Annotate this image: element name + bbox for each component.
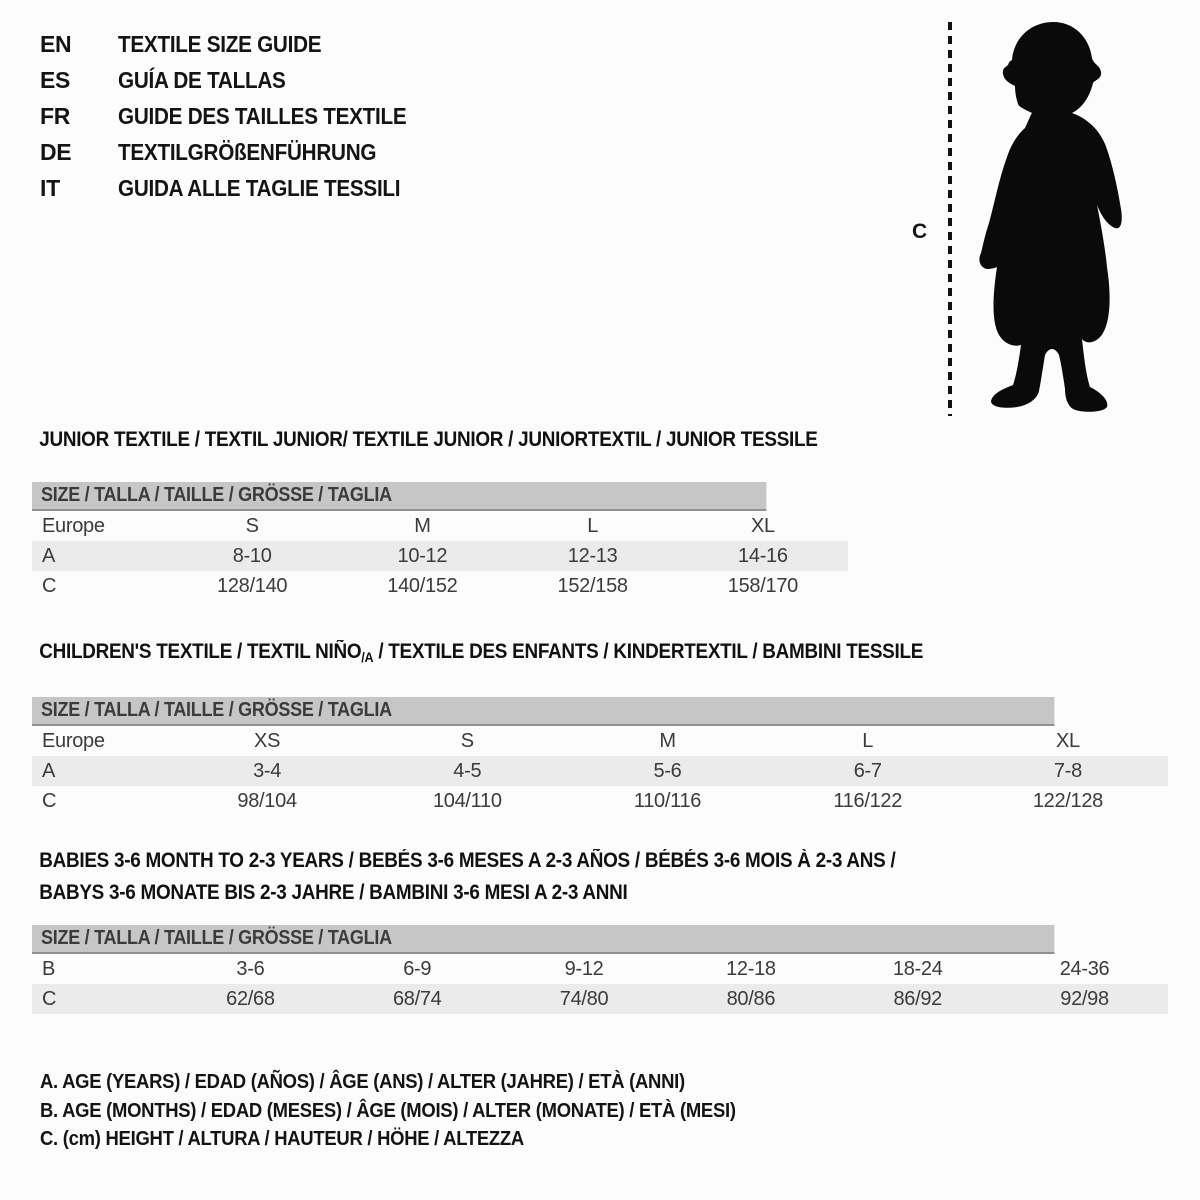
table-cell: 18-24 (892, 957, 943, 980)
table-cell: M (414, 514, 431, 537)
table-cell: 4-5 (453, 759, 482, 782)
table-cell: 116/122 (833, 789, 903, 812)
language-code: IT (40, 174, 60, 201)
table-cell: 158/170 (727, 574, 798, 597)
language-row (40, 26, 439, 62)
size-header-band: SIZE / TALLA / TAILLE / GRÖSSE / TAGLIA (32, 482, 766, 511)
table-cell: 86/92 (893, 987, 942, 1010)
table-cell: XS (254, 729, 281, 752)
table-cell: L (862, 729, 874, 752)
size-table-junior (32, 511, 848, 601)
row-label: C (42, 987, 57, 1010)
size-table-babies (32, 954, 1168, 1014)
table-cell: 122/128 (1032, 789, 1104, 812)
measure-c-label: C (912, 220, 928, 243)
guide-title: GUIDA ALLE TAGLIE TESSILI (118, 174, 401, 201)
table-cell: 6-9 (403, 957, 432, 980)
section-title-part: / TEXTILE DES ENFANTS / KINDERTEXTIL / BAMBINI TESSILE (373, 640, 924, 663)
guide-title: TEXTILE SIZE GUIDE (118, 30, 322, 57)
legend-line-c: C. (cm) HEIGHT / ALTURA / HAUTEUR / HÖHE / ALTEZZA (40, 1127, 524, 1150)
table-cell: 74/80 (559, 987, 609, 1010)
language-title-list (40, 26, 439, 206)
table-row (32, 954, 1168, 984)
section-babies-textile (32, 845, 1168, 1014)
language-row (40, 134, 439, 170)
table-cell: M (659, 729, 676, 752)
legend (40, 1068, 813, 1154)
table-cell: 80/86 (726, 987, 776, 1010)
table-cell: 110/116 (633, 789, 702, 812)
table-cell: XL (1055, 729, 1080, 752)
section-children-textile (32, 640, 1168, 816)
height-measure-figure (912, 12, 1143, 424)
table-cell: 6-7 (853, 759, 882, 782)
guide-title: GUÍA DE TALLAS (118, 66, 286, 93)
table-cell: 14-16 (738, 544, 788, 567)
section-title-subscript: /A (361, 649, 374, 665)
language-row (40, 98, 439, 134)
table-cell: 3-6 (236, 957, 265, 980)
table-cell: S (460, 729, 474, 752)
row-label: Europe (42, 514, 105, 537)
table-row (32, 511, 848, 541)
table-cell: 152/158 (557, 574, 628, 597)
table-cell: 3-4 (253, 759, 282, 782)
table-cell: 62/68 (226, 987, 275, 1010)
size-table-children (32, 726, 1168, 816)
language-row (40, 62, 439, 98)
table-row (32, 541, 848, 571)
size-header-band: SIZE / TALLA / TAILLE / GRÖSSE / TAGLIA (32, 925, 1054, 954)
table-row (32, 786, 1168, 816)
table-cell: 128/140 (217, 574, 288, 597)
language-code: EN (40, 30, 72, 57)
table-cell: 104/110 (432, 789, 502, 812)
table-row (32, 984, 1168, 1014)
section-title-line1: BABIES 3-6 MONTH TO 2-3 YEARS / BEBÉS 3-6 MESES A 2-3 AÑOS / BÉBÉS 3-6 MOIS À 2-3 ANS / (39, 849, 896, 872)
row-label: Europe (42, 729, 105, 752)
row-label: C (42, 574, 57, 597)
section-title (32, 640, 1054, 669)
section-title-line2: BABYS 3-6 MONATE BIS 2-3 JAHRE / BAMBINI 3-6 MESI A 2-3 ANNI (39, 881, 628, 904)
row-label: A (42, 759, 56, 782)
table-row (32, 726, 1168, 756)
table-cell: 98/104 (237, 789, 297, 812)
language-row (40, 170, 439, 206)
table-cell: 10-12 (397, 544, 448, 567)
table-cell: XL (750, 514, 775, 537)
table-row (32, 756, 1168, 786)
table-cell: S (245, 514, 259, 537)
section-title-part: CHILDREN'S TEXTILE / TEXTIL NIÑO (39, 640, 362, 663)
row-label: C (42, 789, 57, 812)
table-cell: 68/74 (392, 987, 442, 1010)
table-cell: 24-36 (1059, 957, 1110, 980)
guide-title: GUIDE DES TAILLES TEXTILE (118, 102, 407, 129)
language-code: FR (40, 102, 71, 129)
language-code: ES (40, 66, 71, 93)
legend-line-a: A. AGE (YEARS) / EDAD (AÑOS) / ÂGE (ANS) / ALTER (JAHRE) / ETÀ (ANNI) (40, 1070, 685, 1093)
table-cell: 12-13 (567, 544, 618, 567)
table-cell: 140/152 (387, 574, 458, 597)
section-junior-textile (32, 428, 848, 601)
table-cell: 8-10 (232, 544, 272, 567)
table-cell: 9-12 (564, 957, 604, 980)
toddler-silhouette-icon (938, 12, 1143, 424)
legend-line-b: B. AGE (MONTHS) / EDAD (MESES) / ÂGE (MOIS) / ALTER (MONATE) / ETÀ (MESI) (40, 1098, 736, 1122)
toddler-silhouette-shape (979, 22, 1121, 412)
row-label: A (42, 544, 56, 567)
size-header-band: SIZE / TALLA / TAILLE / GRÖSSE / TAGLIA (32, 697, 1054, 726)
table-cell: 12-18 (726, 957, 776, 980)
table-cell: L (587, 514, 599, 537)
table-cell: 5-6 (653, 759, 682, 782)
row-label: B (42, 957, 56, 980)
table-cell: 92/98 (1060, 987, 1109, 1010)
guide-title: TEXTILGRÖßENFÜHRUNG (118, 138, 377, 165)
table-row (32, 571, 848, 601)
language-code: DE (40, 138, 72, 165)
section-title: JUNIOR TEXTILE / TEXTIL JUNIOR/ TEXTILE JUNIOR / JUNIORTEXTIL / JUNIOR TESSILE (39, 428, 818, 451)
table-cell: 7-8 (1053, 759, 1082, 782)
